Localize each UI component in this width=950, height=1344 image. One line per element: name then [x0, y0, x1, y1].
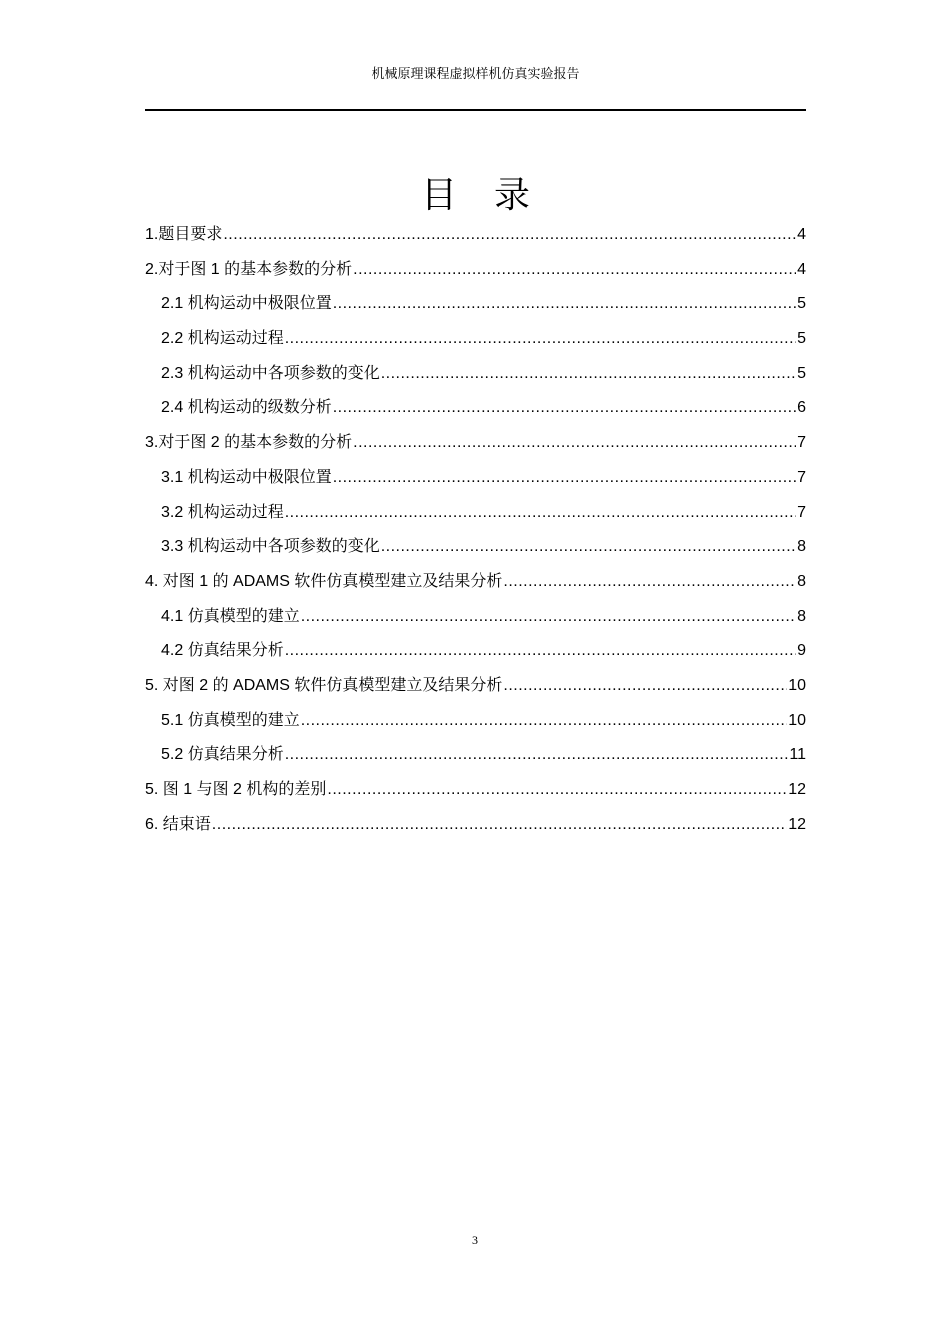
- toc-entry[interactable]: [145, 773, 806, 808]
- toc-entry[interactable]: [145, 600, 806, 635]
- toc-entry-text: 2.4 机构运动的级数分析: [161, 399, 332, 417]
- toc-dot-leader: [285, 496, 796, 531]
- toc-entry[interactable]: [145, 322, 806, 357]
- toc-entry-page: 10: [788, 676, 806, 694]
- toc-entry-text: 5. 对图 2 的 ADAMS 软件仿真模型建立及结果分析: [145, 676, 503, 694]
- toc-entry-page: 9: [797, 642, 806, 660]
- toc-entry[interactable]: [145, 461, 806, 496]
- toc-dot-leader: [301, 600, 796, 635]
- toc-entry-page: 4: [797, 260, 806, 278]
- page-number: 3: [472, 1233, 478, 1247]
- toc-entry-text: 1.题目要求: [145, 226, 223, 243]
- toc-entry-page: 12: [788, 781, 806, 798]
- toc-entry-text: 3.对于图 2 的基本参数的分析: [145, 434, 353, 452]
- toc-entry-text: 4.1 仿真模型的建立: [161, 607, 300, 625]
- toc-dot-leader: [285, 738, 789, 773]
- toc-dot-leader: [301, 704, 788, 739]
- toc-entry-page: 8: [797, 538, 806, 556]
- toc-dot-leader: [333, 461, 796, 496]
- toc-entry-text: 2.对于图 1 的基本参数的分析: [145, 260, 353, 278]
- toc-entry[interactable]: [145, 634, 806, 669]
- header-divider: [145, 109, 806, 111]
- toc-entry[interactable]: [145, 669, 806, 704]
- toc-entry-text: 2.3 机构运动中各项参数的变化: [161, 364, 380, 382]
- toc-entry[interactable]: [145, 357, 806, 392]
- toc-dot-leader: [285, 634, 796, 669]
- toc-entry-page: 8: [797, 607, 806, 625]
- toc-dot-leader: [353, 426, 796, 461]
- toc-entry-text: 2.2 机构运动过程: [161, 330, 284, 348]
- toc-entry[interactable]: [145, 704, 806, 739]
- toc-entry-page: 5: [797, 330, 806, 348]
- toc-entry-text: 6. 结束语: [145, 815, 211, 833]
- toc-entry[interactable]: [145, 530, 806, 565]
- toc-entry[interactable]: [145, 253, 806, 288]
- toc-entry-text: 3.3 机构运动中各项参数的变化: [161, 538, 380, 556]
- toc-entry-page: 5: [797, 364, 806, 382]
- toc-entry-page: 6: [797, 399, 806, 417]
- toc-entry[interactable]: [145, 218, 806, 253]
- toc-entry-page: 4: [797, 226, 806, 243]
- toc-dot-leader: [285, 322, 796, 357]
- toc-entry[interactable]: [145, 738, 806, 773]
- toc-entry[interactable]: [145, 808, 806, 843]
- toc-entry-text: 3.1 机构运动中极限位置: [161, 468, 332, 486]
- toc-entry[interactable]: [145, 391, 806, 426]
- toc-entry[interactable]: [145, 565, 806, 600]
- toc-dot-leader: [223, 218, 796, 253]
- toc-entry-page: 7: [797, 434, 806, 452]
- toc-entry-text: 5. 图 1 与图 2 机构的差别: [145, 781, 327, 798]
- running-header: 机械原理课程虚拟样机仿真实验报告: [371, 66, 580, 81]
- toc-dot-leader: [212, 808, 787, 843]
- toc-dot-leader: [503, 669, 787, 704]
- toc-entry-page: 8: [797, 572, 806, 590]
- toc-entry-page: 5: [797, 295, 806, 313]
- toc-entry-page: 10: [788, 711, 806, 729]
- toc-entry-text: 5.2 仿真结果分析: [161, 746, 284, 764]
- toc-dot-leader: [333, 391, 796, 426]
- toc-entry-page: 7: [797, 468, 806, 486]
- toc-dot-leader: [503, 565, 796, 600]
- toc-entry[interactable]: [145, 426, 806, 461]
- toc-dot-leader: [381, 530, 796, 565]
- toc-dot-leader: [381, 357, 796, 392]
- toc-entry[interactable]: [145, 287, 806, 322]
- toc-dot-leader: [327, 773, 787, 808]
- toc-entry[interactable]: [145, 496, 806, 531]
- toc-entry-text: 2.1 机构运动中极限位置: [161, 295, 332, 313]
- toc-entry-page: 7: [797, 503, 806, 521]
- toc-entry-text: 3.2 机构运动过程: [161, 503, 284, 521]
- toc-title: 目 录: [420, 175, 544, 215]
- toc-entry-page: 12: [788, 815, 806, 833]
- toc-dot-leader: [333, 287, 796, 322]
- table-of-contents: [145, 218, 806, 842]
- toc-entry-page: 11: [789, 746, 806, 764]
- toc-entry-text: 4.2 仿真结果分析: [161, 642, 284, 660]
- toc-entry-text: 4. 对图 1 的 ADAMS 软件仿真模型建立及结果分析: [145, 572, 503, 590]
- toc-dot-leader: [353, 253, 796, 288]
- toc-entry-text: 5.1 仿真模型的建立: [161, 711, 300, 729]
